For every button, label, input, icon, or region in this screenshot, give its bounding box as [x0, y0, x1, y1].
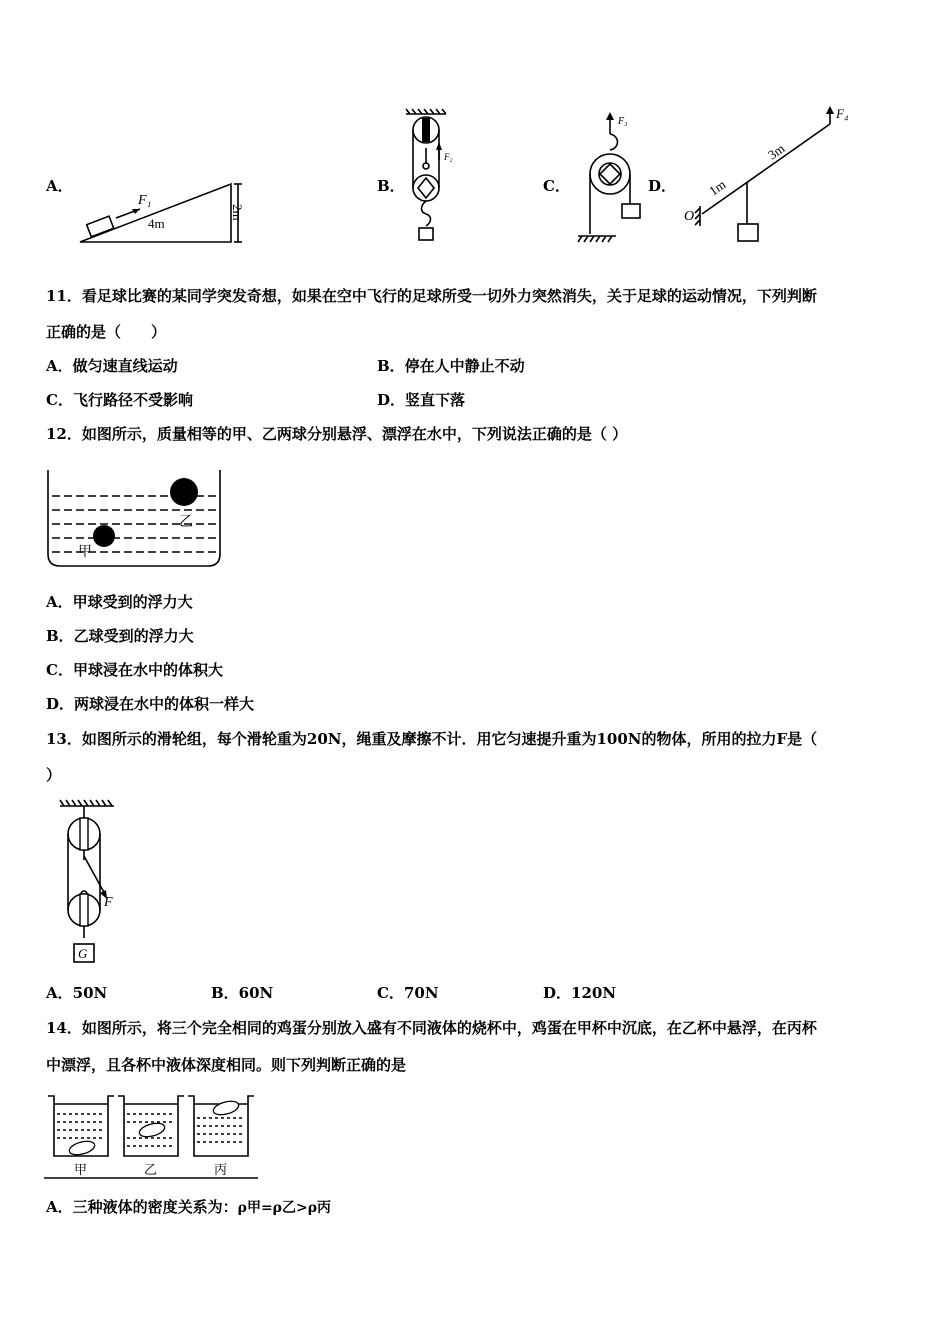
block-icon — [87, 216, 114, 237]
q11-stem-cont: 正确的是（ ） — [46, 323, 167, 341]
segment-label-1m: 1m — [706, 176, 729, 199]
segment-label-3m: 3m — [765, 140, 788, 163]
lever-figure — [680, 104, 855, 246]
ball-jia-icon — [93, 525, 115, 547]
beakers-figure — [44, 1090, 260, 1180]
pivot-label: O — [684, 209, 695, 224]
q11-option-c[interactable]: C．飞行路径不受影响 — [46, 391, 193, 409]
option-c-label[interactable]: C． — [543, 177, 570, 195]
beaker-jia — [48, 1096, 114, 1177]
q12-option-c[interactable]: C．甲球浸在水中的体积大 — [46, 661, 223, 679]
pulley-block-figure — [54, 798, 134, 968]
beaker-label: 丙 — [214, 1162, 228, 1177]
force-label: F — [104, 895, 113, 910]
beaker-yi — [118, 1096, 184, 1177]
egg-icon — [138, 1121, 166, 1139]
egg-icon — [212, 1099, 240, 1117]
q11-option-b[interactable]: B．停在人中静止不动 — [377, 357, 525, 375]
weight-icon — [419, 228, 433, 240]
q12-option-a[interactable]: A．甲球受到的浮力大 — [46, 593, 193, 611]
option-b-label[interactable]: B． — [377, 177, 405, 195]
q13-stem: 13．如图所示的滑轮组，每个滑轮重为20N，绳重及摩擦不计．用它匀速提升重为100N的物体，所用的拉力F是（ — [46, 730, 818, 748]
q14-option-a-text: A．三种液体的密度关系为： — [46, 1198, 238, 1216]
height-label: 2m — [230, 204, 245, 221]
option-a-label[interactable]: A． — [46, 177, 73, 195]
q14-stem: 14．如图所示，将三个完全相同的鸡蛋分别放入盛有不同液体的烧杯中，鸡蛋在甲杯中沉底，在乙杯中悬浮，在丙杯 — [46, 1019, 817, 1037]
force-label: F₁ — [138, 193, 152, 208]
beaker-bing — [188, 1096, 254, 1177]
egg-icon — [68, 1139, 96, 1157]
q12-option-b[interactable]: B．乙球受到的浮力大 — [46, 627, 194, 645]
incline-figure — [76, 178, 246, 248]
pulley-figure-c — [576, 108, 656, 244]
q14-option-a[interactable] — [46, 1200, 331, 1215]
q13-stem-cont: ） — [46, 766, 62, 784]
ball-yi-label: 乙 — [179, 515, 193, 530]
q11-option-d[interactable]: D．竖直下落 — [377, 391, 466, 409]
weight-icon — [622, 204, 640, 218]
q13-option-a[interactable]: A．50N — [46, 984, 108, 1002]
q13-option-b[interactable]: B．60N — [211, 984, 274, 1002]
q12-option-d[interactable]: D．两球浸在水中的体积一样大 — [46, 695, 255, 713]
weight-icon — [738, 224, 758, 241]
q14-stem-cont: 中漂浮，且各杯中液体深度相同。则下列判断正确的是 — [46, 1056, 407, 1074]
q11-stem: 11．看足球比赛的某同学突发奇想，如果在空中飞行的足球所受一切外力突然消失，关于足球的运动情况，下列判断 — [46, 287, 817, 305]
q11-option-a[interactable]: A．做匀速直线运动 — [46, 357, 178, 375]
beaker-label: 乙 — [144, 1162, 158, 1177]
ball-yi-icon — [170, 478, 198, 506]
density-formula: ρ甲=ρ乙>ρ丙 — [237, 1200, 332, 1216]
beaker-label: 甲 — [74, 1162, 88, 1177]
q13-option-d[interactable]: D．120N — [543, 984, 617, 1002]
option-d-label[interactable]: D． — [648, 177, 677, 195]
q12-stem: 12．如图所示，质量相等的甲、乙两球分别悬浮、漂浮在水中，下列说法正确的是（ ） — [46, 425, 628, 443]
force-label: F₃ — [618, 116, 628, 127]
force-label: F₄ — [836, 106, 849, 121]
q13-option-c[interactable]: C．70N — [377, 984, 439, 1002]
pulley-icon — [590, 154, 630, 194]
force-label: F₂ — [444, 152, 453, 162]
pulley-figure-b — [398, 108, 468, 244]
water-tank-figure — [44, 466, 224, 572]
length-label: 4m — [148, 216, 165, 231]
weight-label: G — [78, 946, 88, 961]
ball-jia-label: 甲 — [78, 545, 92, 560]
